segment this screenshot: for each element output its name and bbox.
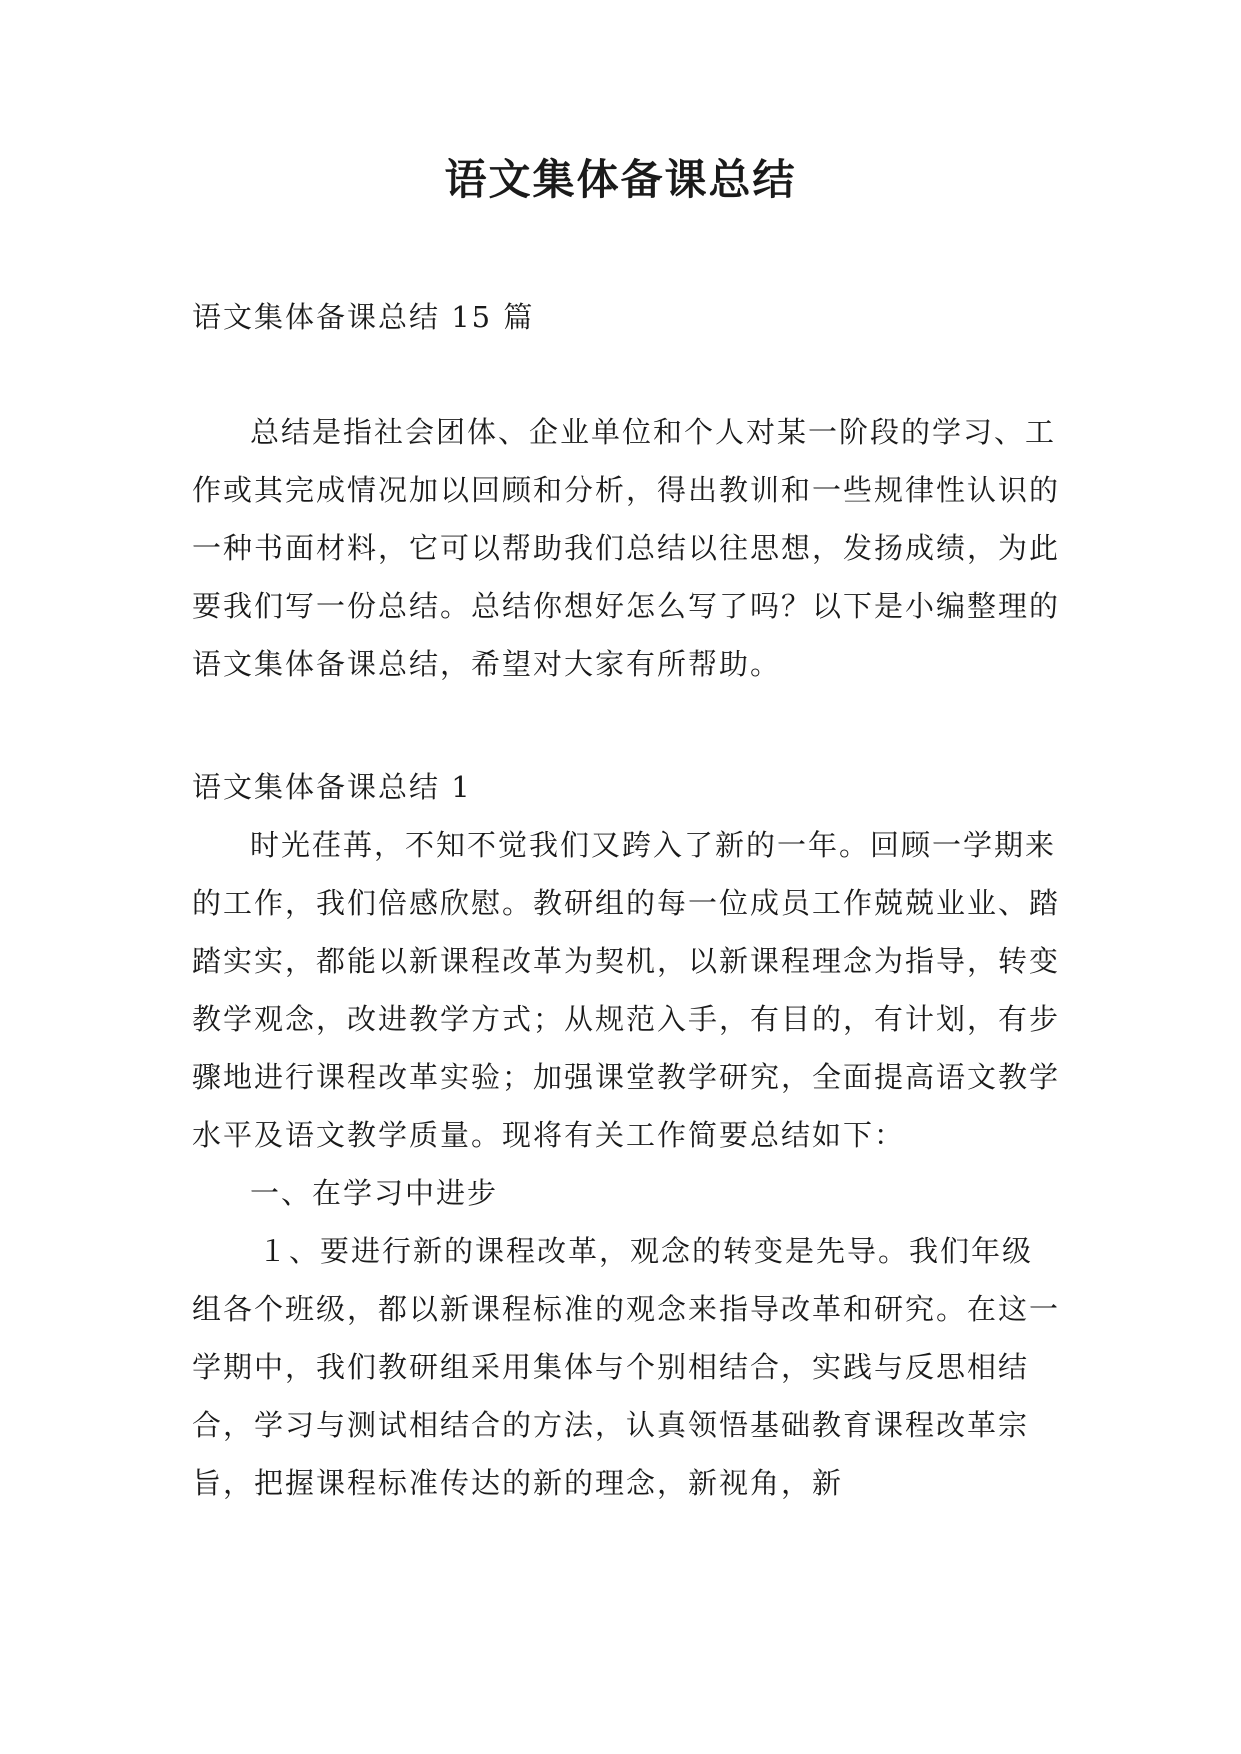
section-heading: 语文集体备课总结 1 [192,770,472,804]
section-subheading: 一、在学习中进步 [250,1176,499,1210]
section-body [192,816,1062,1512]
section-paragraph-1: 时光荏苒，不知不觉我们又跨入了新的一年。回顾一学期来的工作，我们倍感欣慰。教研组的每一位成员工作兢兢业业、踏踏实实，都能以新课程改革为契机，以新课程理念为指导，转变教学观念，改进教学方式；从规范入手，有目的，有计划，有步骤地进行课程改革实验；加强课堂教学研究，全面提高语文教学水平及语文教学质量。现将有关工作简要总结如下： [192,828,1061,1152]
intro-text: 总结是指社会团体、企业单位和个人对某一阶段的学习、工作或其完成情况加以回顾和分析，得出教训和一些规律性认识的一种书面材料，它可以帮助我们总结以往思想，发扬成绩，为此要我们写一份总结。总结你想好怎么写了吗？以下是小编整理的语文集体备课总结，希望对大家有所帮助。 [192,415,1061,681]
section-paragraph-2: １、要进行新的课程改革，观念的转变是先导。我们年级组各个班级，都以新课程标准的观念来指导改革和研究。在这一学期中，我们教研组采用集体与个别相结合，实践与反思相结合，学习与测试相结合的方法，认真领悟基础教育课程改革宗旨，把握课程标准传达的新的理念，新视角，新 [192,1234,1061,1500]
intro-paragraph [192,403,1062,693]
document-subtitle: 语文集体备课总结 15 篇 [192,300,535,334]
document-title: 语文集体备课总结 [444,155,797,204]
